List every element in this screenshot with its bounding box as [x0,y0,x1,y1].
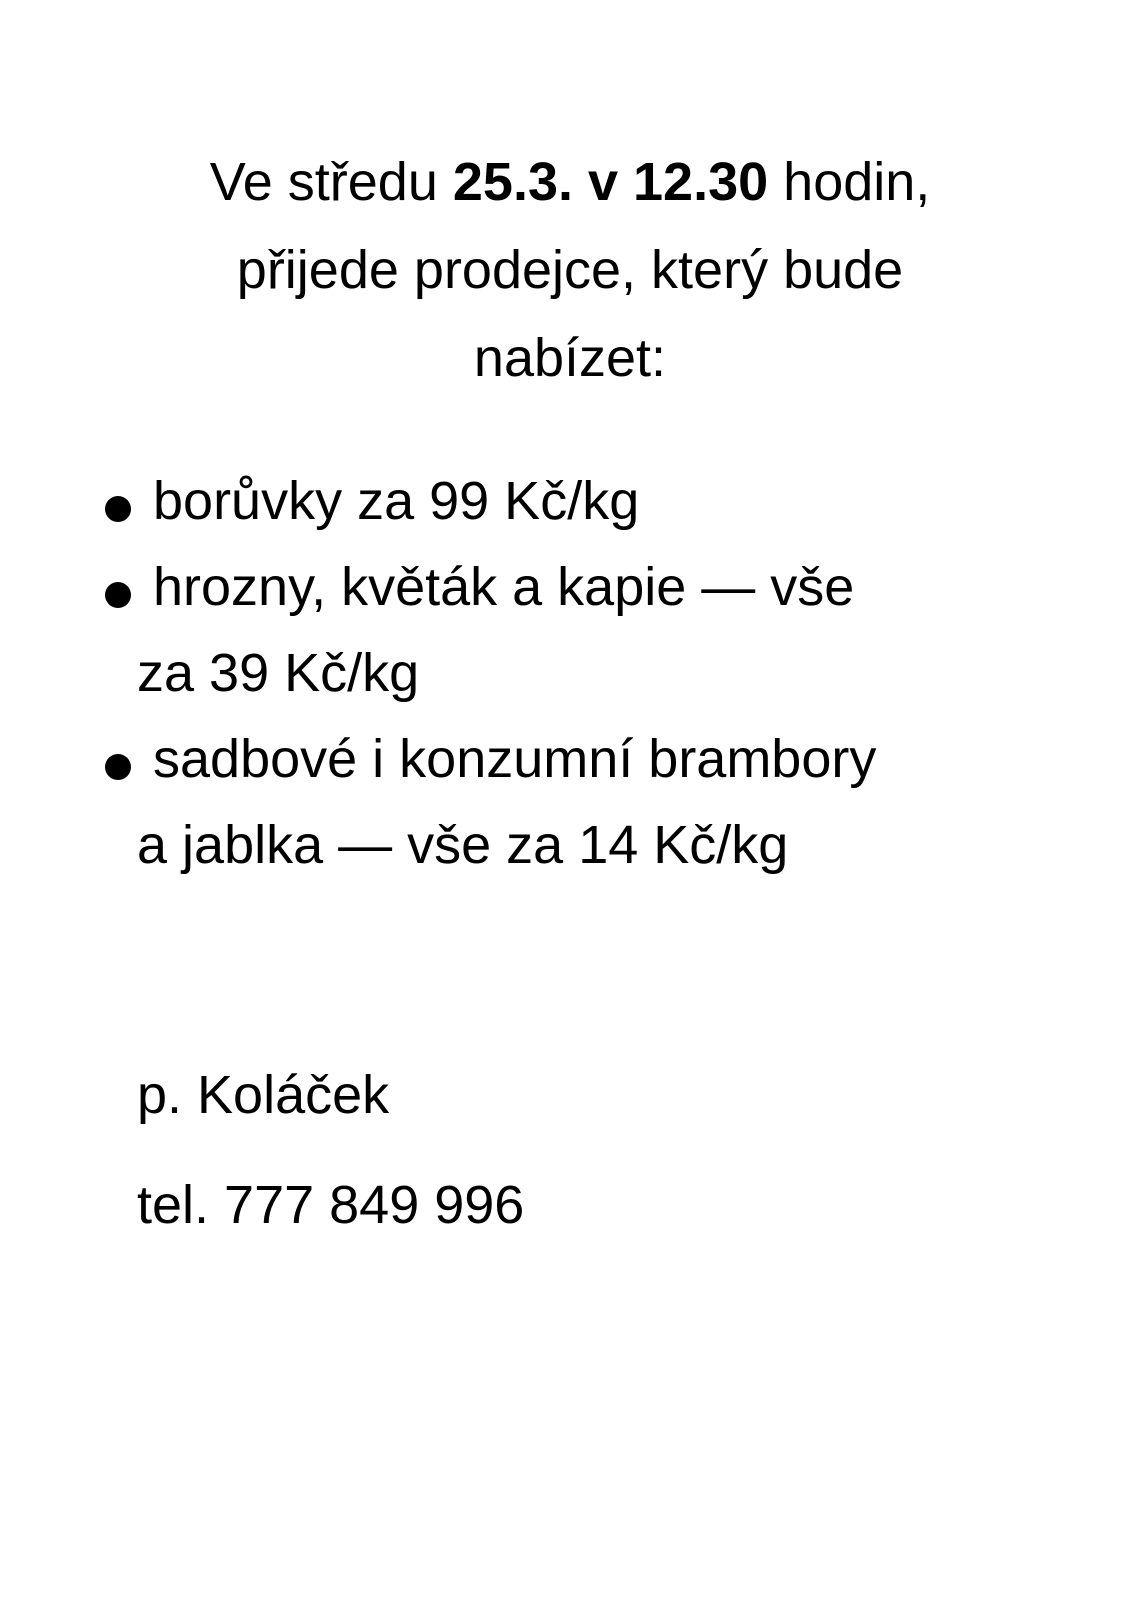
offer-text: sadbové i konzumní brambory [153,729,877,789]
bullet-icon [105,496,131,522]
headline-day: Ve středu [209,152,453,212]
offer-text-continued: a jablka — vše za 14 Kč/kg [137,815,789,875]
bullet-icon [105,582,131,608]
seller-phone: tel. 777 849 996 [137,1175,525,1235]
offer-text: hrozny, květák a kapie — vše [153,557,855,617]
headline-line-3: nabízet: [473,328,667,388]
announcement-headline [100,138,1040,402]
headline-line-2: přijede prodejce, který bude [236,240,904,300]
headline-line-1 [100,138,1040,226]
offer-text-continued: za 39 Kč/kg [137,643,420,703]
offer-item-blueberries [105,458,1065,544]
offer-item-potatoes-apples [105,716,1065,888]
headline-date-time: 25.3. v 12.30 [452,152,769,212]
offer-text: borůvky za 99 Kč/kg [153,471,640,531]
seller-contact [137,1040,524,1260]
headline-hours: hodin, [768,152,931,212]
offer-item-grapes-cauliflower-peppers [105,544,1065,716]
bullet-icon [105,754,131,780]
seller-name: p. Koláček [137,1065,390,1125]
offer-list [105,458,1065,888]
